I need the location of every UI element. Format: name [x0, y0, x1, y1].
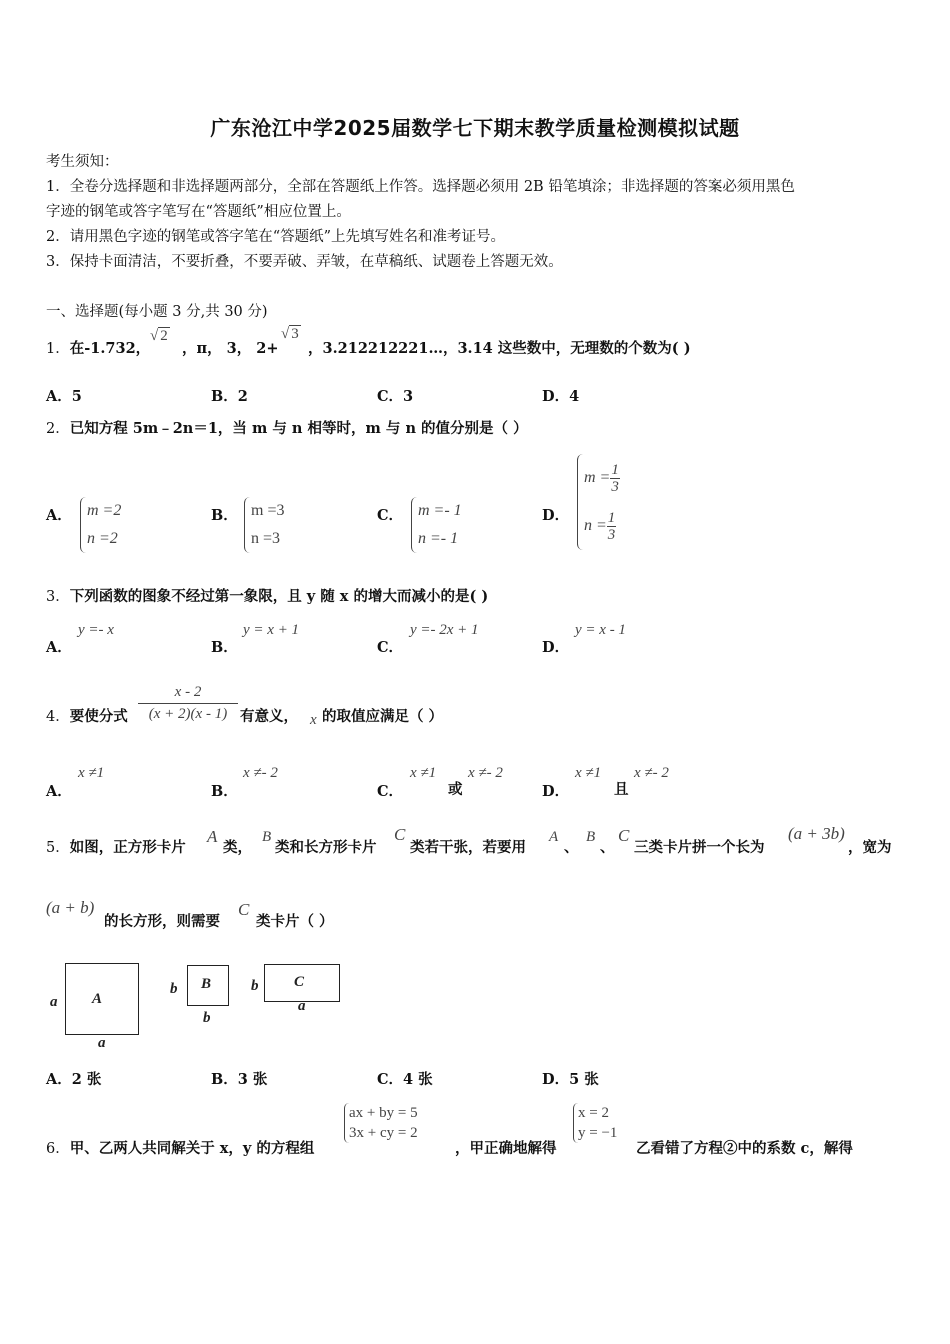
- radicand: 3: [291, 326, 299, 342]
- q1-text: ，π， 3， 2+: [182, 340, 279, 357]
- option-c: C．4 张: [377, 1071, 433, 1088]
- question-4: [46, 707, 128, 727]
- option-a-label: A．: [46, 783, 72, 800]
- option-d-label: D．: [542, 783, 570, 800]
- question-number: 6．: [46, 1141, 70, 1157]
- q4-text: 的取值应满足（ ）: [322, 708, 444, 725]
- card-a-name: A: [207, 827, 218, 846]
- q4-fraction: [138, 683, 238, 724]
- option-b-label: B．: [211, 783, 238, 800]
- page-title: 广东沧江中学2025届数学七下期末教学质量检测模拟试题: [210, 116, 740, 140]
- q5-text: ，宽为: [848, 839, 892, 856]
- fraction: $\frac{1}{3}$: [611, 461, 619, 495]
- option-b-label: B．: [211, 507, 238, 524]
- notice-line: 3．保持卡面清洁，不要折叠，不要弄破、弄皱，在草稿纸、试题卷上答题无效。: [46, 254, 563, 270]
- option-d-label: D．: [542, 507, 570, 524]
- solution-system: [573, 1103, 617, 1143]
- option-b-expr: y = x + 1: [243, 622, 300, 638]
- option-d-expr: y = x - 1: [575, 622, 626, 638]
- q4-text: 要使分式: [69, 708, 128, 725]
- card-b-label: B: [201, 976, 212, 992]
- q1-text: 在-1.732，: [69, 340, 151, 357]
- equation: ax + by = 5: [349, 1105, 418, 1121]
- q5-text: 类和长方形卡片: [275, 839, 377, 856]
- question-5: [46, 838, 186, 858]
- sqrt-2: [150, 328, 170, 345]
- equation: n =- 1: [418, 530, 459, 547]
- side-b-label: b: [170, 981, 178, 997]
- width-expr: (a + b): [46, 898, 95, 917]
- notice-line: 字迹的钢笔或答字笔写在“答题纸”相应位置上。: [46, 204, 351, 220]
- q4-text: 有意义，: [240, 708, 298, 725]
- side-a-label: a: [50, 994, 58, 1010]
- denominator: (x + 2)(x - 1): [148, 706, 228, 722]
- card-c-label: C: [294, 974, 305, 990]
- q5-text: 类若干张，若要用: [410, 839, 526, 856]
- equation: 3x + cy = 2: [349, 1125, 418, 1141]
- side-a-label: a: [98, 1035, 106, 1051]
- equation: m =2: [87, 502, 122, 519]
- card-c-name: C: [238, 900, 250, 919]
- equation: [584, 454, 620, 502]
- option-b-expr: x ≠- 2: [243, 765, 278, 781]
- option-d-expr: x ≠1: [575, 765, 602, 781]
- option-c-expr: y =- 2x + 1: [410, 622, 479, 638]
- fraction: $\frac{1}{3}$: [607, 509, 616, 543]
- question-3: [46, 587, 488, 607]
- option-a-label: A．: [46, 507, 72, 524]
- option-c: C．3: [377, 388, 414, 405]
- q6-text: ，甲正确地解得: [455, 1140, 557, 1157]
- radical-icon: √: [281, 326, 290, 342]
- option-d: D．5 张: [542, 1071, 599, 1088]
- question-number: 3．: [46, 589, 70, 605]
- option-d-label: D．: [542, 639, 570, 656]
- option-b-label: B．: [211, 639, 238, 656]
- length-expr: (a + 3b): [788, 824, 845, 843]
- q4-var: x: [310, 712, 317, 728]
- option-b: B．3 张: [211, 1071, 268, 1088]
- question-number: 1．: [46, 341, 70, 357]
- question-number: 4．: [46, 709, 70, 725]
- notice-line: 2．请用黑色字迹的钢笔或答字笔在“答题纸”上先填写姓名和准考证号。: [46, 229, 506, 245]
- card-a-name: A: [549, 829, 559, 845]
- sqrt-3: [281, 326, 301, 343]
- card-a-label: A: [92, 991, 103, 1007]
- question-number: 5．: [46, 840, 70, 856]
- q2-stem: 已知方程 5m﹣2n＝1，当 m 与 n 相等时，m 与 n 的值分别是（ ）: [69, 420, 528, 437]
- system-a: [80, 497, 121, 553]
- card-c-name: C: [618, 826, 630, 845]
- q6-text: 乙看错了方程②中的系数 c，解得: [636, 1140, 853, 1157]
- radical-icon: √: [150, 328, 159, 344]
- option-a-label: A．: [46, 639, 72, 656]
- notice-line: 1．全卷分选择题和非选择题两部分，全部在答题纸上作答。选择题必须用 2B 铅笔填涂；非选择题的答案必须用黑色: [46, 179, 795, 195]
- q1-text: ，3.212212221…，3.14 这些数中，无理数的个数为( ): [308, 340, 691, 357]
- question-2: [46, 419, 528, 439]
- option-b: B．2: [211, 388, 248, 405]
- notice-heading: 考生须知：: [46, 154, 119, 170]
- equation: n =2: [87, 530, 118, 547]
- side-b-label: b: [251, 978, 259, 994]
- numerator: x - 2: [138, 683, 238, 704]
- option-a-expr: x ≠1: [78, 765, 105, 781]
- option-c-expr: x ≠1: [410, 765, 437, 781]
- question-1: [46, 339, 150, 359]
- q6-text: 甲、乙两人共同解关于 x，y 的方程组: [69, 1140, 315, 1157]
- equation: x = 2: [578, 1105, 609, 1121]
- q5-text: 、: [600, 839, 615, 856]
- q5-text: 的长方形，则需要: [104, 913, 220, 930]
- card-b-name: B: [262, 829, 272, 845]
- section-heading: 一、选择题(每小题 3 分,共 30 分): [46, 304, 268, 320]
- system-b: [244, 497, 284, 553]
- q5-text: 如图，正方形卡片: [69, 839, 186, 856]
- radicand: 2: [160, 328, 168, 344]
- question-6: [46, 1139, 314, 1159]
- option-d-join: 且: [614, 781, 629, 798]
- q5-text: 、: [564, 839, 579, 856]
- equation: n =3: [251, 530, 281, 547]
- option-c-expr: x ≠- 2: [468, 765, 503, 781]
- q5-text: 类，: [223, 839, 252, 856]
- system-d: [577, 454, 620, 550]
- system-c: [411, 497, 462, 553]
- equation: m =- 1: [418, 502, 462, 519]
- q3-stem: 下列函数的图象不经过第一象限，且 y 随 x 的增大而减小的是( ): [69, 588, 489, 605]
- option-c-join: 或: [448, 781, 463, 798]
- equation: [584, 502, 620, 550]
- option-a: A．5: [46, 388, 82, 405]
- option-d-expr: x ≠- 2: [634, 765, 669, 781]
- option-c-label: C．: [377, 783, 404, 800]
- option-d: D．4: [542, 388, 580, 405]
- side-b-label: b: [203, 1010, 211, 1026]
- side-a-label: a: [298, 998, 306, 1014]
- equation-system-1: [344, 1103, 418, 1143]
- equation: y = −1: [578, 1125, 618, 1141]
- equation: m =3: [251, 502, 285, 519]
- q5-text: 三类卡片拼一个长为: [634, 839, 765, 856]
- equation-lhs: n =: [584, 517, 607, 534]
- option-a-expr: y =- x: [78, 622, 114, 638]
- card-b-name: B: [586, 829, 596, 845]
- option-a: A．2 张: [46, 1071, 102, 1088]
- option-c-label: C．: [377, 639, 404, 656]
- question-number: 2．: [46, 421, 70, 437]
- equation-lhs: m =: [584, 469, 611, 486]
- option-c-label: C．: [377, 507, 404, 524]
- card-c-name: C: [394, 825, 406, 844]
- q5-text: 类卡片（ ）: [256, 913, 334, 930]
